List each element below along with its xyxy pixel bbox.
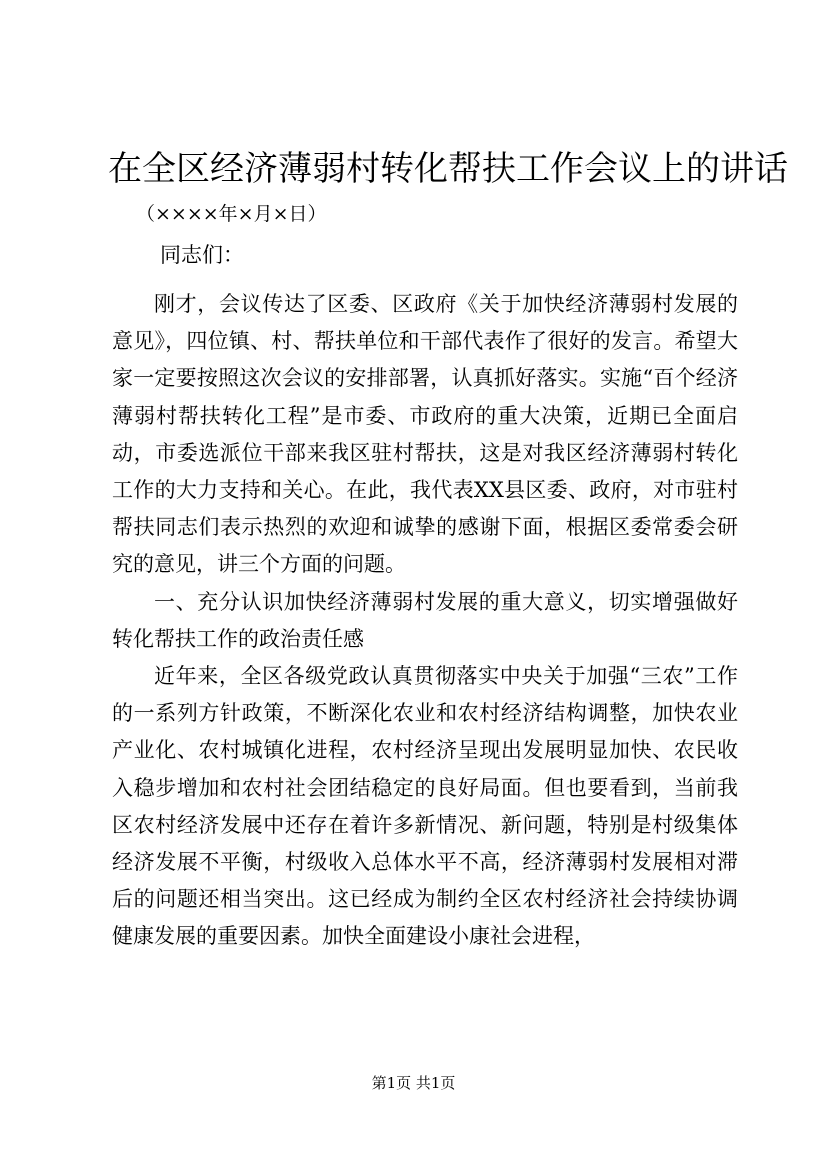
document-title: 在全区经济薄弱村转化帮扶工作会议上的讲话 [108,149,788,189]
document-date: （××××年×月×日） [136,203,327,225]
section-heading-1: 一、充分认识加快经济薄弱村发展的重大意义，切实增强做好转化帮扶工作的政治责任感 [112,589,738,651]
page-footer: 第1页 共1页 [371,1074,456,1092]
paragraph-opening: 刚才，会议传达了区委、区政府《关于加快经济薄弱村发展的意见》，四位镇、村、帮扶单位和干部代表作了很好的发言。希望大家一定要按照这次会议的安排部署，认真抓好落实。实施“百个经济薄弱村帮扶转化工程”是市委、市政府的重大决策，近期已全面启动，市委选派位干部来我区驻村帮扶，这是对我区经济薄弱村转化工作的大力支持和关心。在此，我代表XX县区委、政府，对市驻村帮扶同志们表示热烈的欢迎和诚挚的感谢下面，根据区委常委会研究的意见，讲三个方面的问题。 [112,292,738,577]
paragraph-section-1: 近年来，全区各级党政认真贯彻落实中央关于加强“三农”工作的一系列方针政策，不断深化农业和农村经济结构调整，加快农业产业化、农村城镇化进程，农村经济呈现出发展明显加快、农民收入稳步增加和农村社会团结稳定的良好局面。但也要看到，当前我区农村经济发展中还存在着许多新情况、新问题，特别是村级集体经济发展不平衡，村级收入总体水平不高，经济薄弱村发展相对滞后的问题还相当突出。这已经成为制约全区农村经济社会持续协调健康发展的重要因素。加快全面建设小康社会进程， [112,664,738,949]
salutation: 同志们： [160,243,244,267]
document-body [112,286,738,956]
